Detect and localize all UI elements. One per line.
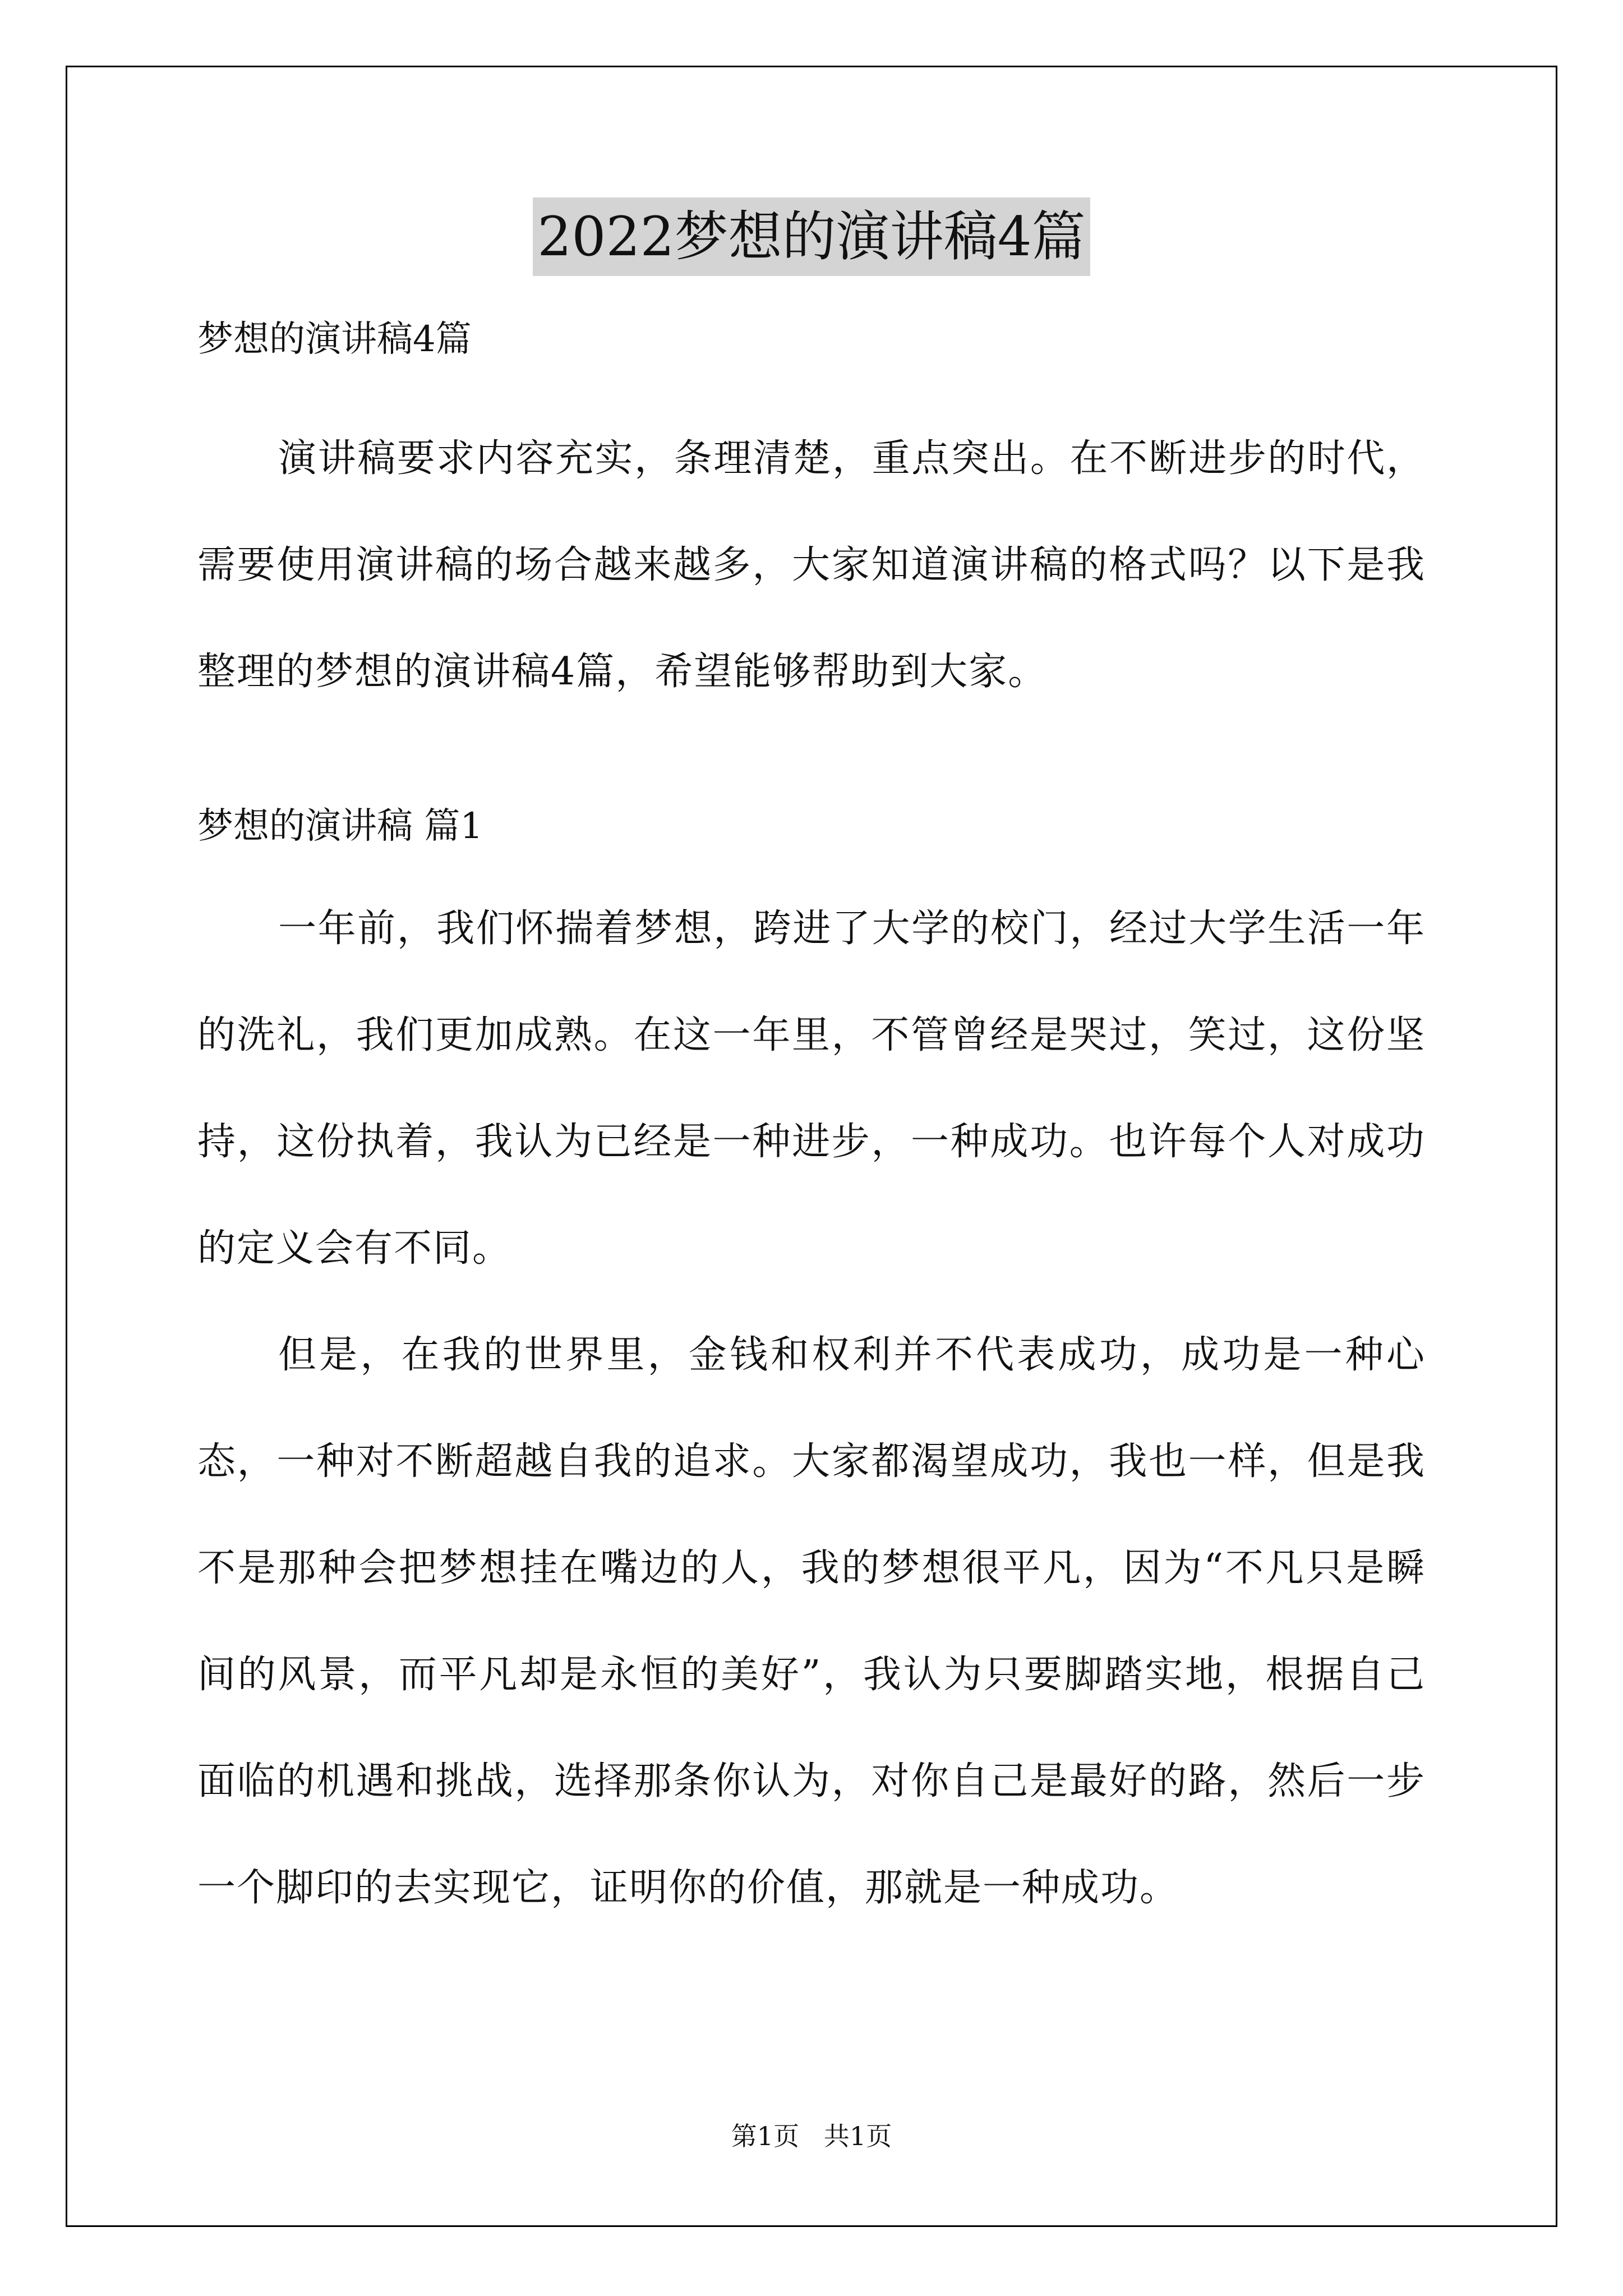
body-paragraph-2: 但是，在我的世界里，金钱和权利并不代表成功，成功是一种心态，一种对不断超越自我的追求。大家都渴望成功，我也一样，但是我不是那种会把梦想挂在嘴边的人，我的梦想很平凡，因为“不凡只是瞬间的风景，而平凡却是永恒的美好”，我认为只要脚踏实地，根据自己面临的机遇和挑战，选择那条你认为，对你自己是最好的路，然后一步一个脚印的去实现它，证明你的价值，那就是一种成功。 <box>197 1333 1426 1910</box>
page-footer: 第1页 共1页 <box>731 2121 892 2151</box>
intro-paragraph: 演讲稿要求内容充实，条理清楚，重点突出。在不断进步的时代，需要使用演讲稿的场合越来越多，大家知道演讲稿的格式吗？以下是我整理的梦想的演讲稿4篇，希望能够帮助到大家。 <box>197 436 1426 694</box>
title-container <box>0 197 1623 276</box>
body-paragraph-1: 一年前，我们怀揣着梦想，跨进了大学的校门，经过大学生活一年的洗礼，我们更加成熟。在这一年里，不管曾经是哭过，笑过，这份坚持，这份执着，我认为已经是一种进步，一种成功。也许每个人对成功的定义会有不同。 <box>197 907 1426 1271</box>
document-body <box>197 311 1426 1941</box>
document-title: 2022梦想的演讲稿4篇 <box>533 197 1090 276</box>
document-subtitle: 梦想的演讲稿4篇 <box>197 319 472 360</box>
section-heading: 梦想的演讲稿 篇1 <box>197 806 483 847</box>
